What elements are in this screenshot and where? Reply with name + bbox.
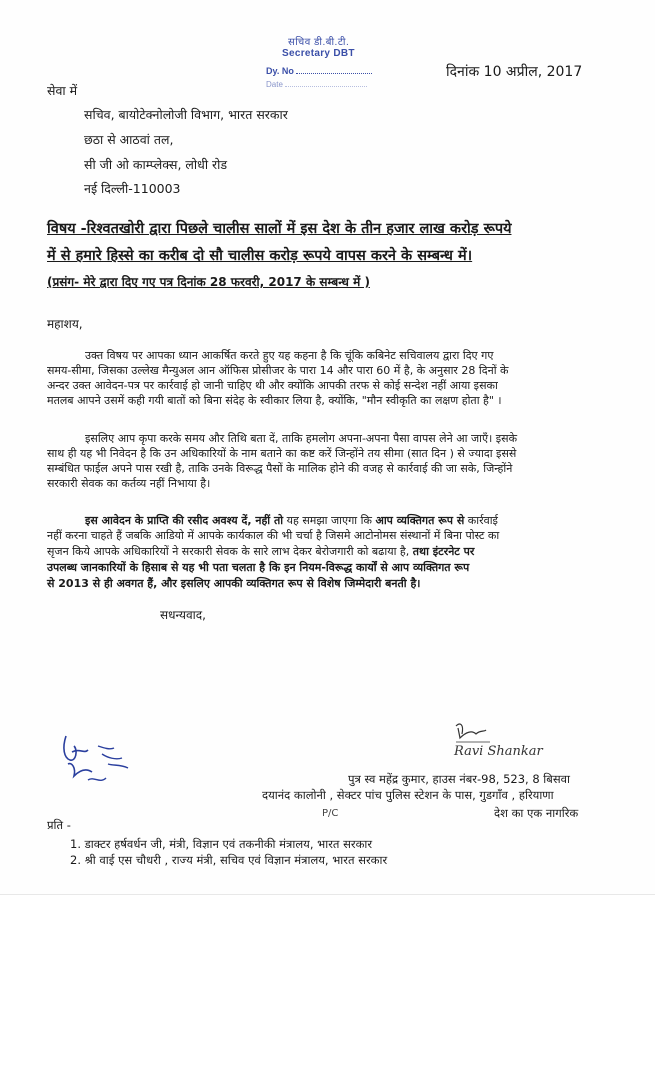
para1-line-1: उक्त विषय पर आपका ध्यान आकर्षित करते हुए यह कहना है कि चूंकि कबिनेट सचिवालय द्वारा दिए गए bbox=[85, 349, 494, 362]
para3-line-2: नहीं करना चाहते हैं जबकि आडियो में आपके कार्यकाल की भी चर्चा है जिसमे आटोनोमस संस्थानों में बिना पोस्ट का bbox=[47, 529, 500, 542]
stamp-line-english: Secretary DBT bbox=[282, 48, 355, 59]
stamp-line-hindi: सचिव डी.बी.टी. bbox=[288, 37, 350, 48]
para2-line-1: इसलिए आप कृपा करके समय और तिथि बता दें, ताकि हमलोग अपना-अपना पैसा वापस लेने आ जाएँ। इसके bbox=[85, 432, 518, 445]
para3-line-5: से 2013 से ही अवगत हैं, और इसलिए आपकी व्यक्तिगत रूप से विशेष जिम्मेदारी बनती है। bbox=[47, 577, 421, 590]
para1-line-3: अन्दर उक्त आवेदन-पत्र पर कार्रवाई हो जानी चाहिए थी और क्योंकि आपकी तरफ से कोई सन्देश नहीं आया इसका bbox=[47, 379, 498, 392]
address-line-4: नई दिल्ली-110003 bbox=[84, 181, 181, 196]
subject-line-1: विषय -रिश्वतखोरी द्वारा पिछले चालीस सालों में इस देश के तीन हजार लाख करोड़ रूपये bbox=[47, 221, 512, 237]
para3-line-4: उपलब्ध जानकारियों के हिसाब से यह भी पता चलता है कि इन नियम-विरूद्ध कार्यों से आप व्यक्तिगत रूप bbox=[47, 561, 470, 574]
para3-text-3: सृजन किये आपके अधिकारियों ने सरकारी सेवक के सारे लाभ देकर बेरोजगारी को बढाया है, bbox=[47, 545, 413, 558]
copy-to-item-1: 1. डाक्टर हर्षवर्धन जी, मंत्री, विज्ञान एवं तकनीकी मंत्रालय, भारत सरकार bbox=[70, 837, 373, 851]
address-line-2: छठा से आठवां तल, bbox=[84, 132, 174, 147]
address-line-3: सी जी ओ काम्प्लेक्स, लोधी रोड bbox=[84, 157, 228, 172]
copy-to-item-2: 2. श्री वाई एस चौधरी , राज्य मंत्री, सचिव एवं विज्ञान मंत्रालय, भारत सरकार bbox=[70, 853, 388, 867]
greeting: महाशय, bbox=[47, 317, 83, 331]
letter-date: दिनांक 10 अप्रील, 2017 bbox=[446, 64, 583, 80]
para3-bold-3: तथा इंटरनेट पर bbox=[412, 545, 475, 558]
para2-line-3: सम्बंधित फाईल अपने पास रखी है, ताकि उनके विरूद्ध पैसों के मालिक होने की वजह से कार्रवाई की जा सके, जिन्होंने bbox=[47, 462, 513, 475]
para2-line-4: सरकारी सेवक का कर्तव्य नहीं निभाया है। bbox=[47, 477, 211, 490]
para1-line-4: मतलब आपने उसमें कही गयी बातों को बिना संदेह के स्वीकार लिया है, क्योंकि, "मौन स्वीकृति का लक्षण होता है" । bbox=[47, 394, 502, 407]
stamp-date-label: Date bbox=[266, 80, 283, 89]
stamp-dy-no-label: Dy. No bbox=[266, 66, 294, 76]
para3-line-1 bbox=[85, 513, 498, 528]
copy-to-label: प्रति - bbox=[47, 818, 71, 832]
subject-reference: (प्रसंग- मेरे द्वारा दिए गए पत्र दिनांक 28 फरवरी, 2017 के सम्बन्ध में ) bbox=[47, 275, 370, 289]
official-handwritten-initials bbox=[58, 728, 138, 798]
para3-bold-1: इस आवेदन के प्राप्ति की रसीद अवश्य दें, नहीं तो bbox=[85, 514, 284, 527]
para1-line-2: समय-सीमा, जिसका उल्लेख मैन्युअल आन ऑफिस प्रोसीजर के पारा 14 और पारा 60 में है, के अनुसार 28 दिनों के bbox=[47, 364, 509, 377]
address-line-1: सचिव, बायोटेक्नोलोजी विभाग, भारत सरकार bbox=[84, 107, 288, 122]
sender-line-2: दयानंद कालोनी , सेक्टर पांच पुलिस स्टेशन के पास, गुडगाँव , हरियाणा bbox=[262, 788, 554, 802]
stamp-date bbox=[266, 80, 367, 89]
signature-name: Ravi Shankar bbox=[454, 744, 543, 759]
subject-line-2: में से हमारे हिस्से का करीब दो सौ चालीस करोड़ रूपये वापस करने के सम्बन्ध में। bbox=[47, 248, 473, 264]
pc-mark: P/C bbox=[322, 808, 339, 819]
sender-line-3: देश का एक नागरिक bbox=[494, 806, 579, 820]
closing-thanks: सधन्यवाद, bbox=[160, 608, 206, 622]
stamp-dy-no bbox=[266, 66, 372, 76]
para3-text-2: कार्रवाई bbox=[464, 514, 498, 527]
para3-line-3 bbox=[47, 544, 474, 559]
sender-line-1: पुत्र स्व महेंद्र कुमार, हाउस नंबर-98, 523, 8 बिसवा bbox=[348, 772, 570, 786]
para3-bold-2: आप व्यक्तिगत रूप से bbox=[375, 514, 465, 527]
secretary-dbt-stamp bbox=[266, 34, 388, 90]
salutation-to: सेवा में bbox=[47, 83, 78, 98]
para2-line-2: साथ ही यह भी निवेदन है कि उन अधिकारियों के नाम बताने का कष्ट करें जिन्होंने तय सीमा (सात दिन ) से ज्यादा इससे bbox=[47, 447, 517, 460]
para3-text-1: यह समझा जाएगा कि bbox=[283, 514, 376, 527]
